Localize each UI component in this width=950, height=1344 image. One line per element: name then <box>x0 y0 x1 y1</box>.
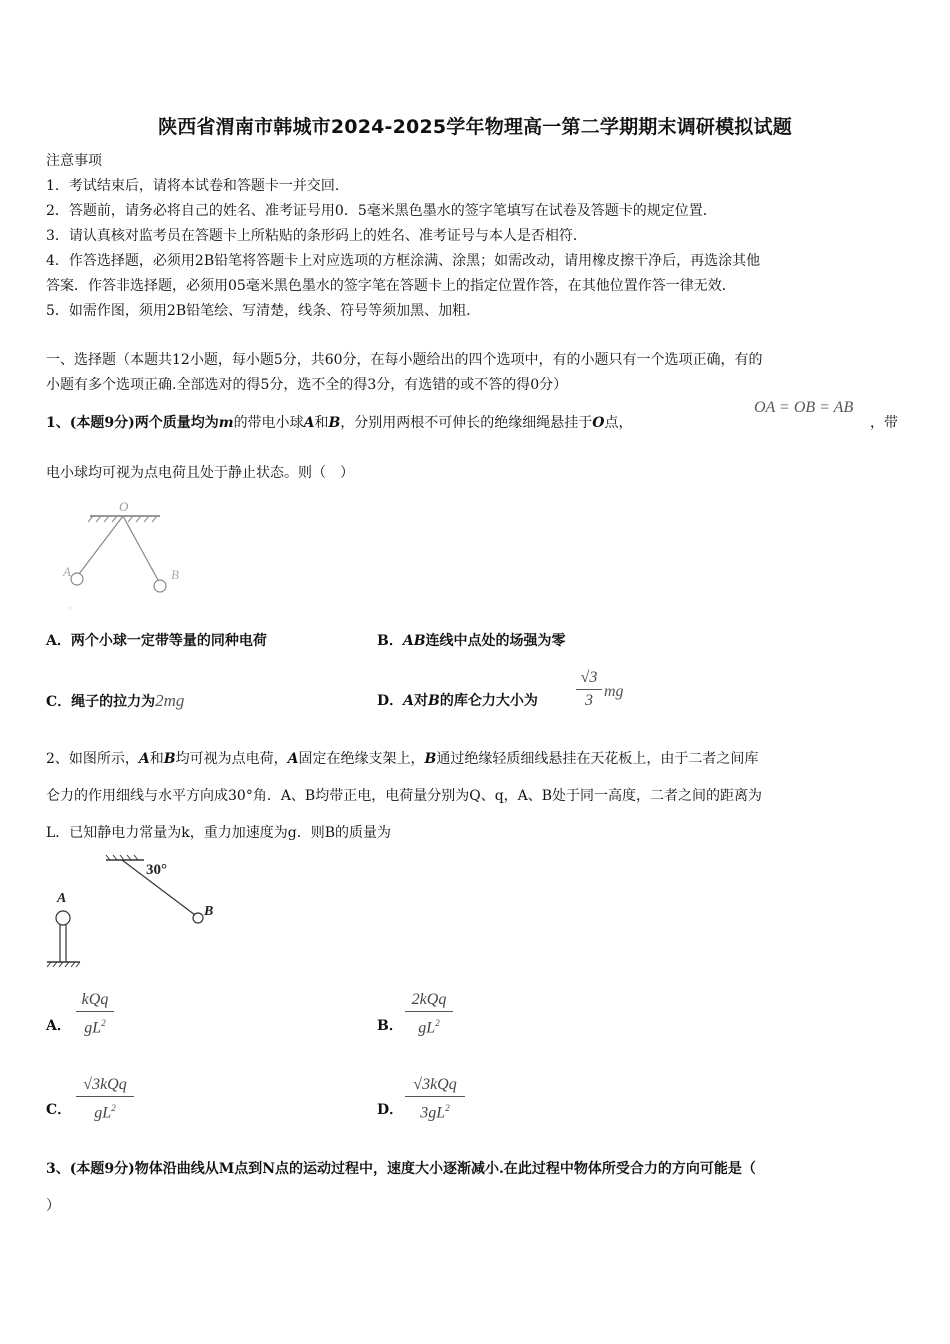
q1-option-d: D．A对B的库仑力大小为 <box>377 693 538 709</box>
label-a: A <box>63 564 71 579</box>
q2-option-a-label: A． <box>46 1018 71 1034</box>
q1-option-d-mg: mg <box>604 683 624 700</box>
q2-option-b-fraction: 2kQq $gL^2$ <box>405 990 453 1038</box>
notice-item: 1．考试结束后，请将本试卷和答题卡一并交回． <box>46 178 349 194</box>
q2-option-c-fraction: √3kQq $gL^2$ <box>76 1075 134 1123</box>
section-heading: 小题有多个选项正确.全部选对的得5分，选不全的得3分，有选错的或不答的得0分） <box>46 377 568 393</box>
notice-item: 2．答题前，请务必将自己的姓名、准考证号用0．5毫米黑色墨水的签字笔填写在试卷及答题卡的规定位置． <box>46 203 717 219</box>
string-ob <box>123 516 158 580</box>
q1-text: 1、(本题9分)两个质量均为m的带电小球A和B，分别用两根不可伸长的绝缘细绳悬挂于O点， <box>46 415 633 431</box>
q1-formula: OA = OB = AB <box>754 399 854 416</box>
ball-a <box>71 573 83 585</box>
q2-figure <box>42 852 232 974</box>
string-oa <box>79 516 123 574</box>
q1-option-b: B．AB连线中点处的场强为零 <box>377 633 566 649</box>
label-o: O <box>119 499 129 514</box>
q1-option-c: C．绳子的拉力为2mg <box>46 691 185 710</box>
page-title: 陕西省渭南市韩城市2024-2025学年物理高一第二学期期末调研模拟试题 <box>158 116 792 138</box>
ball-a <box>56 911 70 925</box>
notice-heading: 注意事项 <box>46 153 102 169</box>
section-heading: 一、选择题（本题共12小题，每小题5分，共60分，在每小题给出的四个选项中，有的小题只有一个选项正确，有的 <box>46 352 763 368</box>
ball-b <box>154 580 166 592</box>
notice-item: 答案．作答非选择题，必须用05毫米黑色墨水的签字笔在答题卡上的指定位置作答，在其他位置作答一律无效． <box>46 278 736 294</box>
q2-option-d-fraction: √3kQq $3gL^2$ <box>405 1075 465 1123</box>
label-a: A <box>57 891 67 906</box>
q1-text-end: ，带 <box>870 415 898 431</box>
q3-text-line2: ） <box>46 1198 60 1214</box>
notice-item: 3．请认真核对监考员在答题卡上所粘贴的条形码上的姓名、准考证号与本人是否相符． <box>46 228 587 244</box>
q2-text-line1: 2、如图所示，A和B均可视为点电荷，A固定在绝缘支架上，B通过绝缘轻质细线悬挂在天花板上，由于二者之间库 <box>46 751 759 767</box>
ball-b <box>193 913 203 923</box>
q1-figure <box>55 496 179 615</box>
label-b: B <box>204 904 214 919</box>
q2-option-d-label: D． <box>377 1102 404 1118</box>
q1-option-d-fraction: √3 3 <box>576 668 602 711</box>
q1-text-line2: 电小球均可视为点电荷且处于静止状态。则（ ） <box>46 465 354 481</box>
angle-label: 30° <box>146 862 167 878</box>
figure-mark: ◦ <box>67 604 73 615</box>
q2-option-c-label: C． <box>46 1102 72 1118</box>
q2-option-a-fraction: kQq $gL^2$ <box>76 990 114 1038</box>
q1-option-a: A．两个小球一定带等量的同种电荷 <box>46 633 267 649</box>
notice-item: 4．作答选择题，必须用2B铅笔将答题卡上对应选项的方框涂满、涂黑；如需改动，请用橡皮擦干净后，再选涂其他 <box>46 253 761 269</box>
q2-text-line2: 仑力的作用细线与水平方向成30°角．A、B均带正电，电荷量分别为Q、q，A、B处于同一高度，二者之间的距离为 <box>46 788 763 804</box>
q2-option-b-label: B． <box>377 1018 403 1034</box>
q3-text-line1: 3、(本题9分)物体沿曲线从M点到N点的运动过程中，速度大小逐渐减小.在此过程中物体所受合力的方向可能是（ <box>46 1161 756 1177</box>
label-b: B <box>171 567 179 582</box>
q2-text-line3: L．已知静电力常量为k，重力加速度为g．则B的质量为 <box>46 825 392 841</box>
notice-item: 5．如需作图，须用2B铅笔绘、写清楚，线条、符号等须加黑、加粗． <box>46 303 481 319</box>
